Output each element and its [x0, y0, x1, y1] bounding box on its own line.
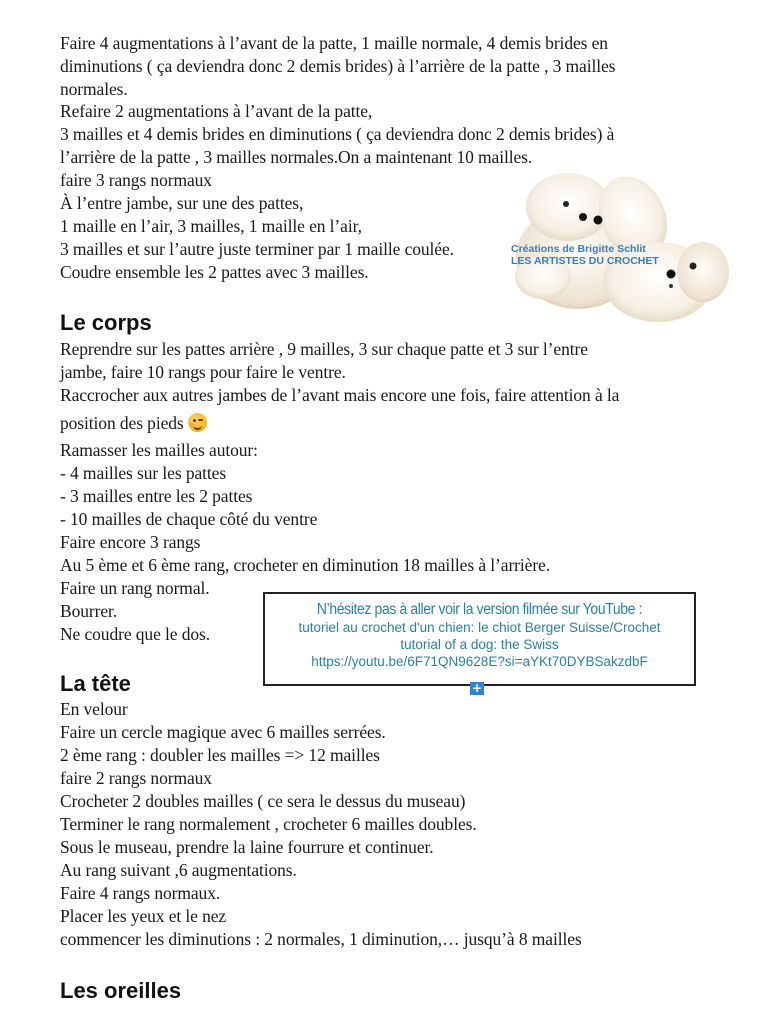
caption-author: Créations de Brigitte Schlit — [511, 243, 646, 255]
text-line: faire 2 rangs normaux — [60, 768, 212, 788]
youtube-video-title-line2: tutorial of a dog: the Swiss — [400, 637, 559, 652]
text-line: 2 ème rang : doubler les mailles => 12 mailles — [60, 745, 380, 765]
text-line: commencer les diminutions : 2 normales, 1 diminution,… jusqu’à 8 mailles — [60, 929, 582, 949]
text-line: Sous le museau, prendre la laine fourrure et continuer. — [60, 837, 434, 857]
text-line: Faire 4 rangs normaux. — [60, 883, 221, 903]
text-line: Ne coudre que le dos. — [60, 624, 210, 644]
list-item: - 10 mailles de chaque côté du ventre — [60, 509, 318, 529]
text-line: Faire un cercle magique avec 6 mailles serrées. — [60, 722, 386, 742]
list-item: - 4 mailles sur les pattes — [60, 463, 227, 483]
text-line: Raccrocher aux autres jambes de l’avant mais encore une fois, faire attention à la — [60, 385, 620, 405]
text-line: Crocheter 2 doubles mailles ( ce sera le dessus du museau) — [60, 791, 466, 811]
section-heading-tete: La tête — [60, 671, 131, 696]
text-line: Faire 4 augmentations à l’avant de la patte, 1 maille normale, 4 demis brides en — [60, 33, 608, 53]
winking-face-icon — [188, 413, 207, 432]
youtube-url-link[interactable]: https://youtu.be/6F71QN9628E?si=aYKt70DYBSakzdbF — [311, 654, 648, 669]
section-heading-oreilles: Les oreilles — [60, 978, 182, 1003]
text-span: position des pieds — [60, 413, 184, 433]
photo-caption — [511, 243, 659, 267]
text-line: Ramasser les mailles autour: — [60, 440, 258, 460]
text-line: Reprendre sur les pattes arrière , 9 mailles, 3 sur chaque patte et 3 sur l’entre — [60, 339, 588, 359]
text-line: diminutions ( ça deviendra donc 2 demis brides) à l’arrière de la patte , 3 mailles — [60, 56, 616, 76]
text-line: En velour — [60, 699, 128, 719]
text-line: l’arrière de la patte , 3 mailles normales.On a maintenant 10 mailles. — [60, 147, 533, 167]
youtube-link-box[interactable] — [263, 592, 696, 686]
section-heading-corps: Le corps — [60, 310, 152, 335]
text-line: Refaire 2 augmentations à l’avant de la patte, — [60, 101, 373, 121]
text-line: Coudre ensemble les 2 pattes avec 3 mailles. — [60, 262, 369, 282]
text-line: Terminer le rang normalement , crocheter 6 mailles doubles. — [60, 814, 477, 834]
youtube-video-title-line1: tutoriel au crochet d'un chien: le chiot Berger Suisse/Crochet — [298, 620, 661, 635]
list-item: - 3 mailles entre les 2 pattes — [60, 486, 253, 506]
text-line: 3 mailles et sur l’autre juste terminer par 1 maille coulée. — [60, 239, 454, 259]
text-line: À l’entre jambe, sur une des pattes, — [60, 193, 304, 213]
text-line: normales. — [60, 79, 128, 99]
add-handle-button[interactable]: + — [471, 681, 483, 695]
text-line: jambe, faire 10 rangs pour faire le ventre. — [60, 362, 346, 382]
text-line: Faire un rang normal. — [60, 578, 210, 598]
text-line: 3 mailles et 4 demis brides en diminutions ( ça deviendra donc 2 demis brides) à — [60, 124, 615, 144]
text-line — [60, 412, 207, 434]
text-line: Bourrer. — [60, 601, 118, 621]
text-line: Placer les yeux et le nez — [60, 906, 227, 926]
text-line: faire 3 rangs normaux — [60, 170, 212, 190]
caption-brand: LES ARTISTES DU CROCHET — [511, 255, 659, 267]
text-line: Faire encore 3 rangs — [60, 532, 201, 552]
text-line: Au 5 ème et 6 ème rang, crocheter en diminution 18 mailles à l’arrière. — [60, 555, 550, 575]
text-line: 1 maille en l’air, 3 mailles, 1 maille en l’air, — [60, 216, 362, 236]
text-line: Au rang suivant ,6 augmentations. — [60, 860, 297, 880]
youtube-box-title: N’hésitez pas à aller voir la version filmée sur YouTube : — [316, 601, 643, 618]
